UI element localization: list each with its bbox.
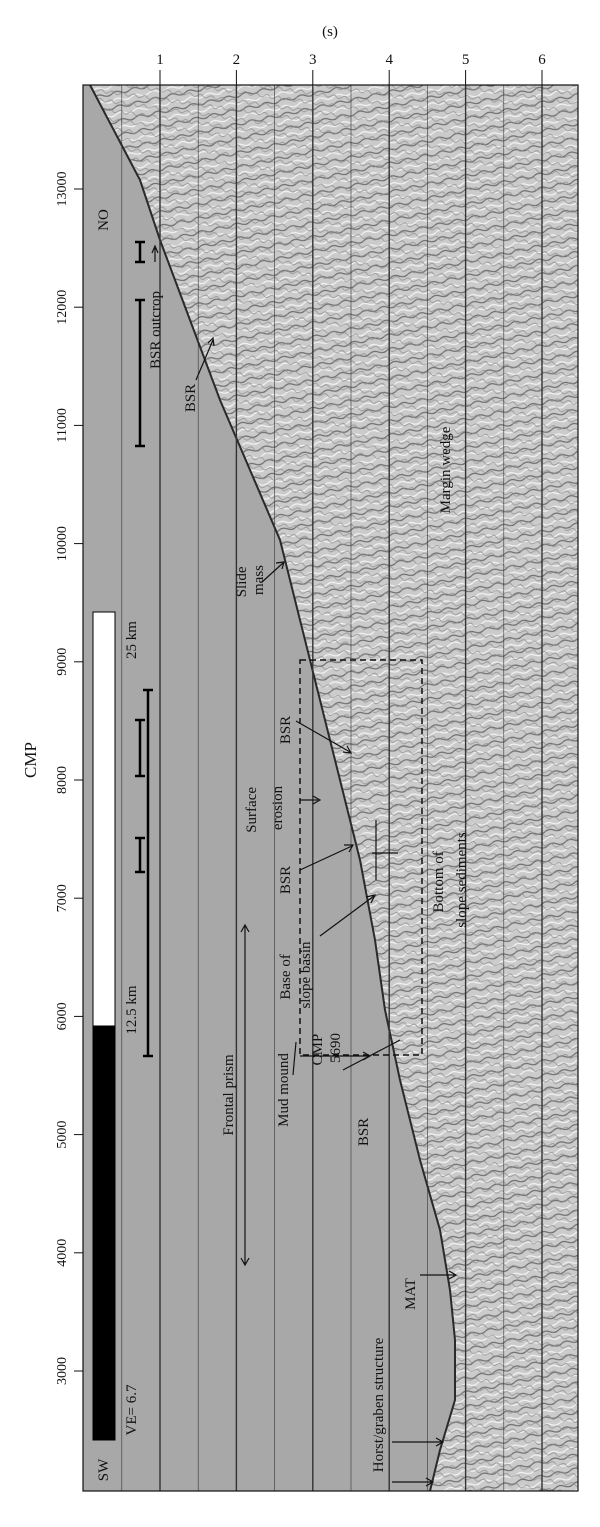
cmp-marker-line2: 5690 — [328, 1033, 344, 1063]
time-tick-label: 3 — [309, 52, 317, 68]
cmp-tick-label: 6000 — [55, 1002, 70, 1031]
time-axis-unit-label: (s) — [322, 24, 338, 40]
slide-mass-line1: Slide — [234, 566, 250, 598]
surface-erosion-line2: erosion — [270, 785, 286, 831]
scale-bar-dark-segment — [93, 1026, 115, 1440]
cmp-axis-label: CMP — [21, 742, 40, 778]
cmp-tick-label: 12000 — [55, 289, 70, 325]
time-axis-ticks — [156, 52, 546, 85]
bsr-outcrop-label: BSR outcrop — [148, 291, 164, 369]
horst-graben-label: Horst/graben structure — [371, 1337, 387, 1473]
cmp-axis-ticks — [55, 172, 83, 1386]
surface-erosion-line1: Surface — [244, 786, 260, 833]
cmp-tick-label: 3000 — [55, 1357, 70, 1385]
time-tick-label: 1 — [156, 52, 164, 68]
base-slope-line2: slope basin — [298, 941, 314, 1009]
scale-full-length-label: 25 km — [124, 621, 140, 659]
frontal-prism-label: Frontal prism — [221, 1054, 237, 1136]
cmp-tick-label: 13000 — [55, 171, 70, 207]
bsr-label-north: BSR — [183, 383, 199, 413]
bsr-label-south: BSR — [356, 1117, 372, 1147]
margin-wedge-label: Margin wedge — [438, 426, 454, 514]
cmp-tick-label: 11000 — [55, 408, 70, 443]
bsr-label-upper-box: BSR — [278, 715, 294, 745]
time-tick-label: 2 — [232, 52, 241, 68]
mud-mound-label: Mud mound — [276, 1053, 292, 1127]
cmp-tick-label: 5000 — [55, 1120, 70, 1149]
scale-half-length-label: 12.5 km — [124, 985, 140, 1035]
southwest-end-label: SW — [96, 1458, 112, 1482]
vertical-exaggeration-label: VE= 6.7 — [124, 1384, 140, 1436]
base-slope-line1: Base of — [278, 954, 294, 1000]
cmp-tick-label: 7000 — [55, 884, 70, 913]
time-tick-label: 5 — [461, 52, 470, 68]
bsr-label-lower-box: BSR — [278, 865, 294, 895]
time-tick-label: 6 — [538, 52, 546, 68]
cmp-marker-line1: CMP — [310, 1034, 326, 1066]
bottom-slope-line1: Bottom of — [431, 851, 447, 913]
bottom-slope-line2: slope sediments — [454, 832, 470, 928]
mat-label: MAT — [403, 1278, 419, 1310]
cmp-tick-label: 8000 — [55, 766, 70, 794]
cmp-tick-label: 4000 — [55, 1238, 70, 1267]
slide-mass-line2: mass — [251, 565, 267, 595]
northeast-end-label: NO — [96, 209, 112, 231]
scale-bar-light-segment — [93, 612, 115, 1026]
time-tick-label: 4 — [385, 52, 393, 68]
cmp-tick-label: 9000 — [55, 647, 70, 676]
slide-mass-label — [234, 563, 267, 598]
cmp-tick-label: 10000 — [55, 526, 70, 562]
